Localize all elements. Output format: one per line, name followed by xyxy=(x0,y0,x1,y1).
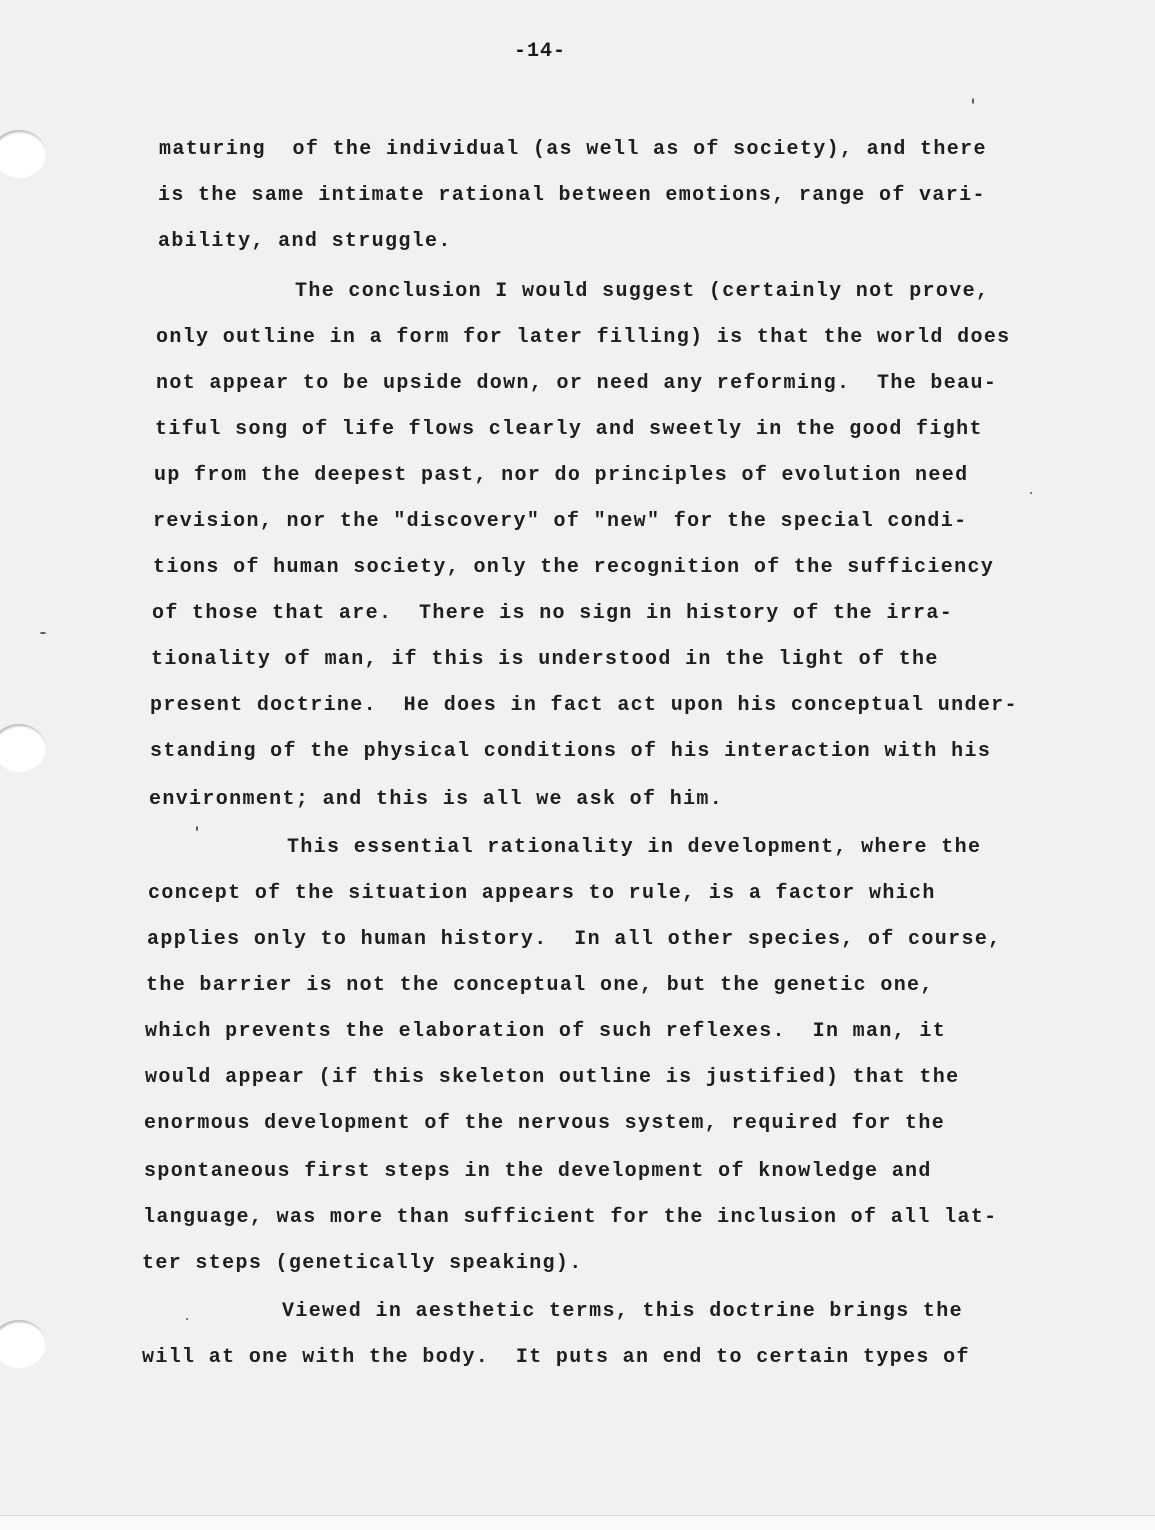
text-line: of those that are. There is no sign in history of the irra- xyxy=(152,602,954,625)
text-line: would appear (if this skeleton outline is justified) that the xyxy=(145,1066,960,1089)
text-line: Viewed in aesthetic terms, this doctrine brings the xyxy=(282,1300,963,1323)
page-bottom-edge xyxy=(0,1515,1155,1530)
text-line: ter steps (genetically speaking). xyxy=(142,1252,583,1275)
page-number: -14- xyxy=(513,40,566,63)
text-line: tiful song of life flows clearly and sweetly in the good fight xyxy=(155,418,983,441)
text-line: revision, nor the "discovery" of "new" for the special condi- xyxy=(153,510,968,533)
text-line: tionality of man, if this is understood in the light of the xyxy=(151,648,939,671)
text-line: language, was more than sufficient for the inclusion of all lat- xyxy=(143,1206,998,1229)
paper-speck xyxy=(196,826,198,831)
text-line: maturing of the individual (as well as of society), and there xyxy=(159,138,987,161)
text-line: present doctrine. He does in fact act upon his conceptual under- xyxy=(150,694,1018,717)
text-line: only outline in a form for later filling) is that the world does xyxy=(156,326,1011,349)
text-line: standing of the physical conditions of his interaction with his xyxy=(150,740,992,763)
text-line: which prevents the elaboration of such reflexes. In man, it xyxy=(145,1020,947,1043)
paper-speck xyxy=(972,98,974,104)
text-line: tions of human society, only the recognition of the sufficiency xyxy=(153,556,995,579)
text-line: up from the deepest past, nor do principles of evolution need xyxy=(154,464,969,487)
paper-speck xyxy=(40,632,46,634)
paper-speck xyxy=(186,1318,188,1320)
text-line: enormous development of the nervous system, required for the xyxy=(144,1112,946,1135)
text-line: This essential rationality in development, where the xyxy=(287,836,982,859)
text-line: is the same intimate rational between emotions, range of vari- xyxy=(158,184,986,207)
paper-speck xyxy=(1030,492,1032,494)
text-line: ability, and struggle. xyxy=(158,230,452,253)
text-line: not appear to be upside down, or need any reforming. The beau- xyxy=(156,372,998,395)
text-line: The conclusion I would suggest (certainly not prove, xyxy=(295,280,990,303)
text-line: the barrier is not the conceptual one, but the genetic one, xyxy=(146,974,934,997)
text-line: applies only to human history. In all other species, of course, xyxy=(147,928,1002,951)
text-line: concept of the situation appears to rule, is a factor which xyxy=(148,882,936,905)
text-line: environment; and this is all we ask of him. xyxy=(149,788,724,811)
text-line: spontaneous first steps in the development of knowledge and xyxy=(144,1160,932,1183)
text-line: will at one with the body. It puts an end to certain types of xyxy=(142,1346,970,1369)
